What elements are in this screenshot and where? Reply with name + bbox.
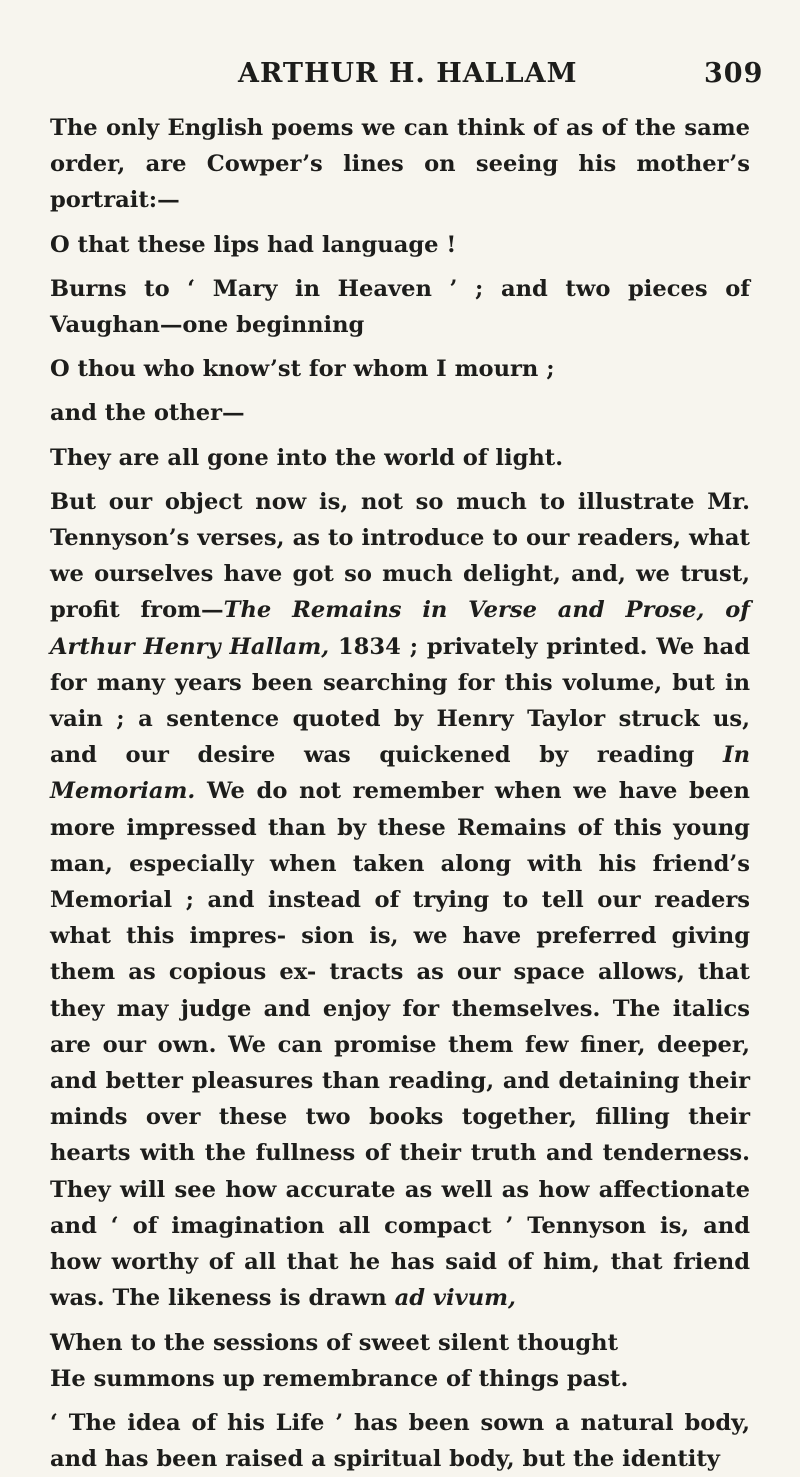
quote-line: He summons up remembrance of things past. xyxy=(50,1365,629,1392)
paragraph-cowper: The only English poems we can think of as of the same order, are Cowper’s lines on seeing his mother’s portrait:— xyxy=(50,115,750,214)
paragraph-burns: Burns to ‘ Mary in Heaven ’ ; and two pieces of Vaughan—one beginning xyxy=(50,275,750,339)
quote-cowper xyxy=(50,227,750,263)
page-body xyxy=(50,110,750,1477)
text-segment: We do not remember when we have been more impressed than by these Remains of this young man, especially when taken along with his friend’s Memorial ; and instead of trying to tell our readers what this impres- sion is, we have preferred giving them as copious ex- tracts as our space allows, that they may judge and enjoy for themselves. The italics are our own. We can promise them few finer, deeper, and better pleasures than reading, and detaining their minds over these two books together, filling their hearts with the fullness of their truth and tenderness. They will see how accurate as well as how affectionate and ‘ of imagination all compact ’ Tennyson is, and how worthy of all that he has said of him, that friend was. The likeness is drawn xyxy=(50,778,750,1312)
paragraph-main xyxy=(50,484,750,1317)
running-title: ARTHUR H. HALLAM xyxy=(238,58,578,89)
book-title-italic: The Remains in Verse and Prose, of Arthur Henry Hallam, xyxy=(50,597,751,660)
paragraph-other: and the other— xyxy=(50,400,245,427)
in-memoriam-italic: In Memoriam. xyxy=(50,742,750,805)
quote-line: They are all gone into the world of light. xyxy=(50,444,564,471)
text-segment: 1834 ; privately printed. We had for many years been searching for this volume, but in vain ; a sentence quoted by Henry Taylor struck us, and our desire was quickened by reading xyxy=(50,633,750,769)
page-number: 309 xyxy=(704,58,764,89)
ad-vivum-italic: ad vivum, xyxy=(394,1285,516,1312)
paragraph-idea: ‘ The idea of his Life ’ has been sown a natural body, and has been raised a spiritual body, but the identity xyxy=(50,1409,750,1473)
text-segment: But our object now is, not so much to illustrate Mr. Tennyson’s verses, as to introduce to our readers, what we ourselves have got so much delight, and, we trust, profit from— xyxy=(50,488,750,624)
running-header xyxy=(0,54,800,98)
quote-shakespeare xyxy=(50,1325,750,1397)
quote-vaughan-two xyxy=(50,440,750,476)
quote-line: When to the sessions of sweet silent thought xyxy=(50,1329,619,1356)
quote-line: O that these lips had language ! xyxy=(50,231,457,258)
quote-line: O thou who know’st for whom I mourn ; xyxy=(50,356,555,383)
quote-vaughan-one xyxy=(50,351,750,387)
